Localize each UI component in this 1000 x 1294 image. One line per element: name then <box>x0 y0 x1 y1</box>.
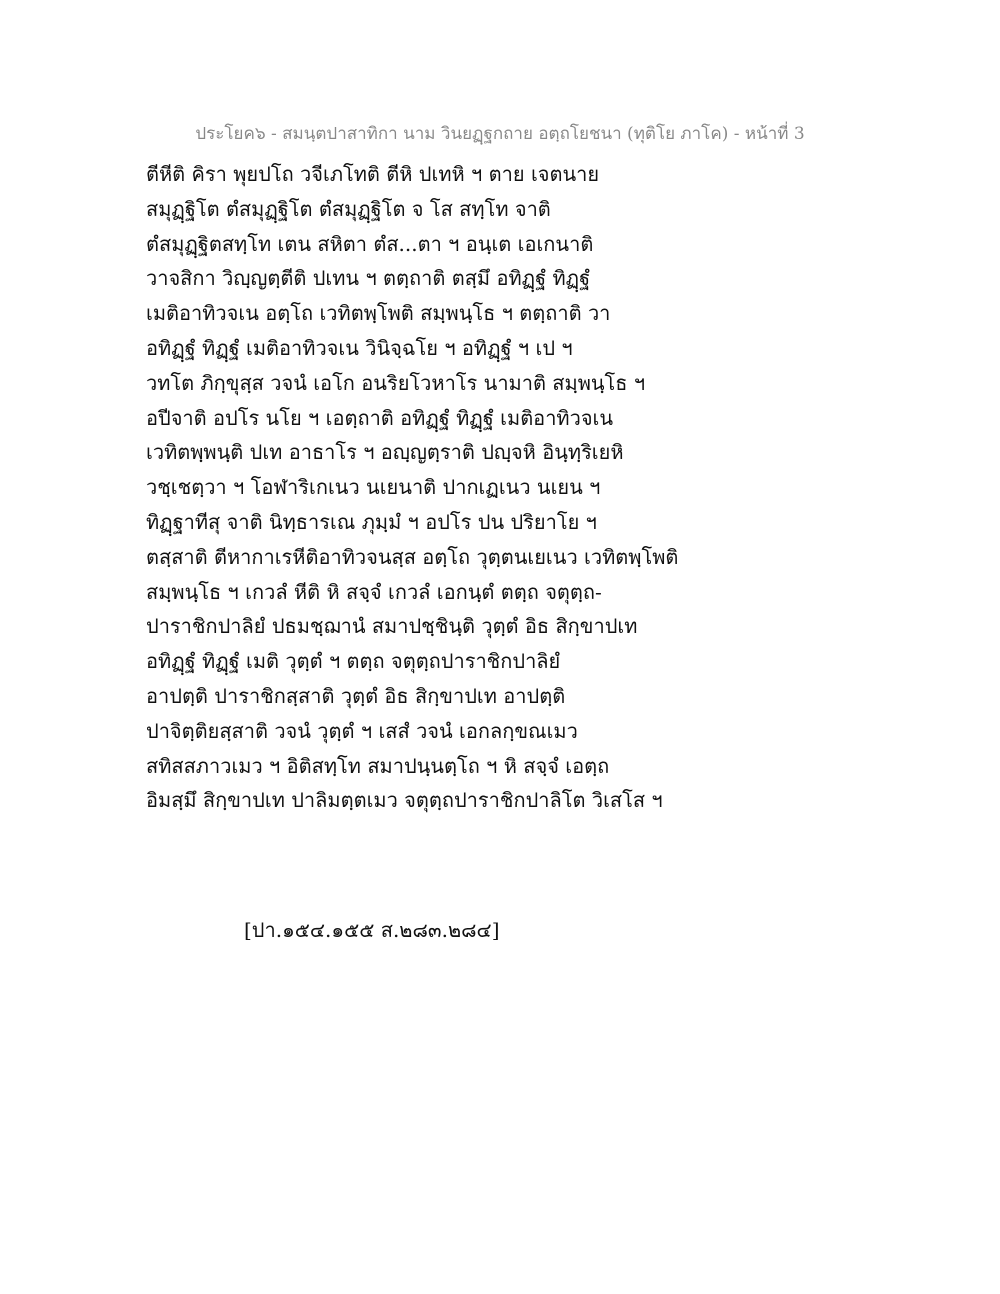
text-line-3: ตํสมุฏฺฐิตสทฺโท เตน สหิตา ตํส...ตา ฯ อนฺเต เอเกนาติ <box>146 231 594 256</box>
text-line-16: อาปตฺติ ปาราชิกสฺสาติ วุตฺตํ อิธ สิกฺขาปเท อาปตฺติ <box>146 683 566 708</box>
text-line-8: อปีจาติ อปโร นโย ฯ เอตฺถาติ อทิฏฺฐํ ทิฏฺฐํ เมติอาทิวจเน <box>146 405 614 430</box>
text-line-9: เวทิตพฺพนฺติ ปเท อาธาโร ฯ อญฺญตฺราติ ปญฺจหิ อินฺทฺริเยหิ <box>146 440 624 465</box>
text-line-5: เมติอาทิวจเน อตฺโถ เวทิตพฺโพติ สมฺพนฺโธ ฯ ตตฺถาติ วา <box>146 301 611 326</box>
text-line-14: ปาราชิกปาลิยํ ปธมชฺฌานํ สมาปชฺชินฺติ วุตฺตํ อิธ สิกฺขาปเท <box>146 614 638 639</box>
text-line-2: สมุฏฺฐิโต ตํสมุฏฺฐิโต ตํสมุฏฺฐิโต จ โส สทฺโท จาติ <box>146 196 551 221</box>
text-line-12: ตสฺสาติ ตีหากาเรหีติอาทิวจนสฺส อตฺโถ วุตฺตนเยเนว เวทิตพฺโพติ <box>146 544 679 569</box>
text-line-6: อทิฏฺฐํ ทิฏฺฐํ เมติอาทิวจเน วินิจฺฉโย ฯ อทิฏฺฐํ ฯ เป ฯ <box>146 335 573 360</box>
text-line-10: วชฺเชตฺวา ฯ โอฬาริเกเนว นเยนาติ ปากเฏเนว นเยน ฯ <box>146 475 601 500</box>
text-line-18: สทิสสภาวเมว ฯ อิติสทฺโท สมาปนฺนตฺโถ ฯ หิ สจฺจํ เอตฺถ <box>146 753 610 778</box>
text-line-4: วาจสิกา วิญฺญตฺตีติ ปเทน ฯ ตตฺถาติ ตสฺมึ อทิฏฺฐํ ทิฏฺฐํ <box>146 266 591 291</box>
text-line-19: อิมสฺมึ สิกฺขาปเท ปาลิมตฺตเมว จตุตฺถปาราชิกปาลิโต วิเสโส ฯ <box>146 788 663 813</box>
body-text <box>146 157 906 818</box>
source-reference: [ปา.๑๕๔.๑๕๕ ส.๒๘๓.๒๘๔] <box>244 918 500 942</box>
text-line-1: ตีหีติ คิรา พุยปโถ วจีเภโทติ ตีหิ ปเทหิ ฯ ตาย เจตนาย <box>146 162 600 186</box>
text-line-7: วทโต ภิกฺขุสฺส วจนํ เอโก อนริยโวหาโร นามาติ สมฺพนฺโธ ฯ <box>146 370 646 395</box>
text-line-17: ปาจิตฺติยสฺสาติ วจนํ วุตฺตํ ฯ เสสํ วจนํ เอกลกฺขณเมว <box>146 718 578 743</box>
running-header: ประโยค๖ - สมนฺตปาสาทิกา นาม วินยฏฺฐกถาย อตฺถโยชนา (ทุติโย ภาโค) - หน้าที่ 3 <box>195 124 805 144</box>
text-line-11: ทิฏฺฐาทีสุ จาติ นิทฺธารเณ ภุมฺมํ ฯ อปโร ปน ปริยาโย ฯ <box>146 509 597 534</box>
text-line-13: สมฺพนฺโธ ฯ เกวลํ หีติ หิ สจฺจํ เกวลํ เอกนฺตํ ตตฺถ จตุตฺถ- <box>146 579 602 604</box>
text-line-15: อทิฏฺฐํ ทิฏฺฐํ เมติ วุตฺตํ ฯ ตตฺถ จตุตฺถปาราชิกปาลิยํ <box>146 649 561 674</box>
